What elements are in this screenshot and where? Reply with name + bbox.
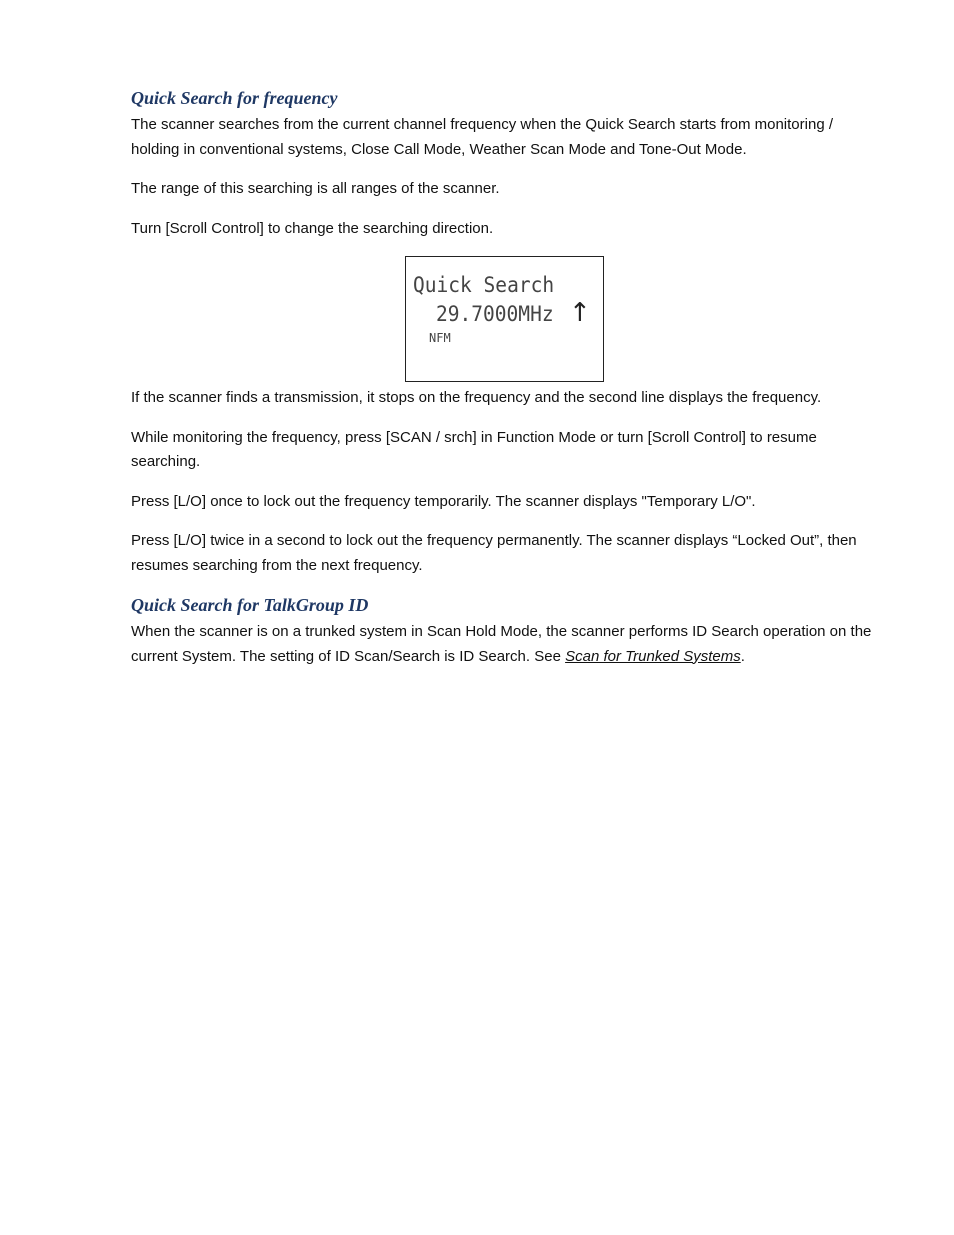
- document-page: [131, 86, 883, 684]
- scan-trunked-systems-link[interactable]: Scan for Trunked Systems: [565, 647, 741, 665]
- lcd-line-frequency: 29.7000MHz: [436, 302, 554, 326]
- lcd-figure: [131, 256, 883, 382]
- paragraph-talkgroup-search: [131, 620, 883, 669]
- paragraph-permanent-lockout: Press [L/O] twice in a second to lock out the frequency permanently. The scanner displays “Locked Out”, then resumes searching from the next frequency.: [131, 532, 857, 574]
- paragraph-transmission-found: If the scanner finds a transmission, it stops on the frequency and the second line displays the frequency.: [131, 389, 822, 406]
- section-heading-frequency: Quick Search for frequency: [131, 88, 338, 108]
- paragraph-search-start: The scanner searches from the current channel frequency when the Quick Search starts from monitoring / holding in conventional systems, Close Call Mode, Weather Scan Mode and Tone-Out Mode.: [131, 116, 833, 158]
- up-arrow-icon: ↑: [569, 298, 591, 328]
- paragraph-resume-search: While monitoring the frequency, press [SCAN / srch] in Function Mode or turn [Scroll Control] to resume searching.: [131, 428, 817, 470]
- paragraph-direction: Turn [Scroll Control] to change the searching direction.: [131, 219, 494, 237]
- talkgroup-text: When the scanner is on a trunked system in Scan Hold Mode, the scanner performs ID Search operation on the current System. The setting of ID Scan/Search is ID Search. See: [131, 623, 872, 665]
- section-heading-talkgroup: Quick Search for TalkGroup ID: [131, 595, 369, 615]
- paragraph-search-range: The range of this searching is all ranges of the scanner.: [131, 180, 500, 197]
- lcd-line-modulation: NFM: [429, 331, 451, 345]
- talkgroup-period: .: [740, 647, 745, 665]
- paragraph-temporary-lockout: Press [L/O] once to lock out the frequency temporarily. The scanner displays "Temporary L/O".: [131, 492, 756, 510]
- lcd-display: [405, 256, 604, 382]
- lcd-line-mode: Quick Search: [413, 273, 555, 297]
